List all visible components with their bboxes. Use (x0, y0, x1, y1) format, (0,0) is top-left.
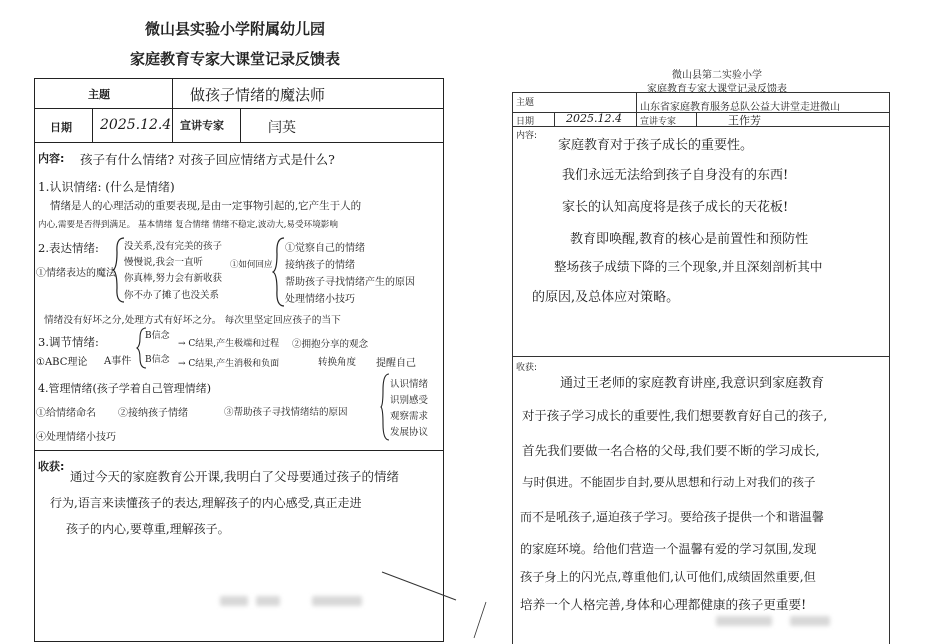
left-content-line: 提醒自己 (376, 358, 416, 369)
left-content-line: → C结果,产生极端和过程 (178, 339, 280, 349)
left-content-label: 内容: (38, 152, 65, 165)
left-content-line: ②接纳孩子情绪 (118, 408, 188, 419)
left-col-divider (172, 78, 173, 108)
left-topic-value: 做孩子情绪的魔法师 (190, 86, 326, 104)
left-row-divider (34, 142, 444, 143)
left-content-line: 孩子有什么情绪? 对孩子回应情绪方式是什么? (80, 152, 335, 167)
right-content-line: 我们永远无法给到孩子自身没有的东西! (562, 168, 789, 183)
left-content-line: A事件 (104, 356, 132, 367)
left-form-title: 家庭教育专家大课堂记录反馈表 (129, 50, 340, 68)
left-content-line: ①如何回应 (230, 260, 273, 270)
left-expert-label: 宣讲专家 (180, 119, 224, 132)
right-date-value: 2025.12.4 (566, 112, 622, 125)
left-content-line: ④处理情绪小技巧 (36, 432, 116, 443)
left-content-line: 1.认识情绪: (什么是情绪) (38, 180, 175, 194)
right-gains-line: 通过王老师的家庭教育讲座,我意识到家庭教育 (560, 376, 825, 391)
right-gains-line: 培养一个人格完善,身体和心理都健康的孩子更重要! (520, 597, 807, 612)
left-gains-line: 通过今天的家庭教育公开课,我明白了父母要通过孩子的情绪 (70, 469, 399, 484)
left-content-line: 内心,需要是否得到满足。 基本情绪 复合情绪 情绪不稳定,波动大,易受环境影响 (38, 220, 338, 230)
right-topic-label: 主题 (516, 98, 535, 108)
left-content-line: 认识情绪 (390, 379, 429, 390)
brace-mark (112, 236, 126, 304)
left-content-line: 转换角度 (318, 357, 357, 368)
right-gains-line: 与时俱进。不能固步自封,要从思想和行动上对我们的孩子 (522, 475, 816, 489)
right-school-name: 微山县第二实验小学 (672, 70, 762, 81)
pen-stroke-mark (380, 566, 460, 606)
right-expert-value: 王作芳 (728, 114, 761, 127)
left-content-line: 4.管理情绪(孩子学着自己管理情绪) (38, 382, 212, 395)
left-school-name: 微山县实验小学附属幼儿园 (144, 20, 325, 38)
left-content-line: 3.调节情绪: (38, 335, 99, 349)
left-content-line: 帮助孩子寻找情绪产生的原因 (285, 277, 415, 288)
right-col-divider (696, 112, 697, 126)
redacted-signature (716, 616, 772, 626)
left-content-line: 慢慢说,我会一直听 (124, 257, 204, 268)
left-content-line: ①ABC理论 (36, 357, 88, 368)
brace-mark (136, 326, 148, 370)
left-col-divider (92, 108, 93, 142)
brace-mark (380, 372, 390, 442)
left-date-value: 2025.12.4 (100, 117, 172, 133)
pen-stroke-mark (470, 600, 490, 640)
right-gains-line: 而不是吼孩子,逼迫孩子学习。要给孩子提供一个和谐温馨 (520, 510, 824, 524)
left-content-line: 接纳孩子的情绪 (285, 260, 355, 271)
right-col-divider (636, 92, 637, 126)
left-gains-line: 行为,语言来读懂孩子的表达,理解孩子的内心感受,真正走进 (50, 496, 362, 510)
right-row-divider (512, 356, 890, 357)
right-content-line: 整场孩子成绩下降的三个现象,并且深刻剖析其中 (554, 259, 823, 274)
left-expert-value: 闫英 (268, 120, 296, 136)
right-gains-line: 对于孩子学习成长的重要性,我们想要教育好自己的孩子, (522, 408, 828, 423)
left-col-divider (172, 108, 173, 142)
right-date-label: 日期 (516, 117, 535, 127)
left-content-line: 你真棒,努力会有新收获 (124, 273, 223, 284)
left-date-label: 日期 (50, 121, 72, 134)
redacted-signature (312, 596, 362, 606)
left-row-divider (34, 450, 444, 451)
right-content-label: 内容: (516, 131, 538, 141)
right-feedback-form (506, 0, 928, 643)
left-content-line: ③帮助孩子寻找情绪结的原因 (224, 407, 348, 418)
right-gains-line: 的家庭环境。给他们营造一个温馨有爱的学习氛围,发现 (520, 542, 817, 556)
left-content-line: → C结果,产生消极和负面 (178, 359, 280, 369)
left-content-line: ①觉察自己的情绪 (285, 243, 365, 254)
left-content-line: 情绪是人的心理活动的重要表现,是由一定事物引起的,它产生于人的 (50, 200, 362, 212)
left-content-line: 2.表达情绪: (38, 241, 99, 255)
redacted-signature (256, 596, 280, 606)
right-expert-label: 宣讲专家 (640, 117, 677, 127)
right-row-divider (512, 126, 890, 127)
right-content-line: 的原因,及总体应对策略。 (532, 290, 680, 305)
right-gains-label: 收获: (516, 363, 538, 373)
left-content-line: 处理情绪小技巧 (285, 294, 355, 305)
left-content-line: ①给情绪命名 (36, 408, 96, 419)
left-content-line: ①情绪表达的魔法 (36, 268, 116, 279)
left-content-line: 观察需求 (390, 411, 429, 422)
left-content-line: B信念 (145, 355, 170, 365)
redacted-signature (220, 596, 248, 606)
right-content-line: 家庭教育对于孩子成长的重要性。 (558, 138, 754, 153)
left-content-line: ②拥抱分享的观念 (292, 339, 369, 350)
left-gains-line: 孩子的内心,要尊重,理解孩子。 (66, 522, 230, 536)
right-content-line: 家长的认知高度将是孩子成长的天花板! (562, 200, 789, 215)
left-content-line: 你不办了摊了也没关系 (124, 290, 220, 301)
right-col-divider (554, 112, 555, 126)
right-topic-value: 山东省家庭教育服务总队公益大讲堂走进微山 (640, 102, 840, 113)
right-form-title: 家庭教育专家大课堂记录反馈表 (647, 84, 787, 95)
left-content-line: 发展协议 (390, 427, 429, 438)
left-content-line: B信念 (145, 331, 170, 341)
right-gains-line: 首先我们要做一名合格的父母,我们要不断的学习成长, (522, 443, 820, 458)
right-content-line: 教育即唤醒,教育的核心是前置性和预防性 (570, 232, 809, 247)
left-content-line: 识别感受 (390, 395, 429, 406)
left-row-divider (34, 108, 444, 109)
left-gains-label: 收获: (38, 460, 65, 473)
left-topic-label: 主题 (88, 88, 110, 101)
left-content-line: 情绪没有好坏之分,处理方式有好坏之分。 每次里坚定回应孩子的当下 (44, 315, 341, 326)
brace-mark (272, 236, 286, 308)
redacted-signature (790, 616, 830, 626)
left-content-line: 没关系,没有完美的孩子 (124, 241, 223, 252)
left-col-divider (240, 108, 241, 142)
right-gains-line: 孩子身上的闪光点,尊重他们,认可他们,成绩固然重要,但 (520, 570, 816, 584)
